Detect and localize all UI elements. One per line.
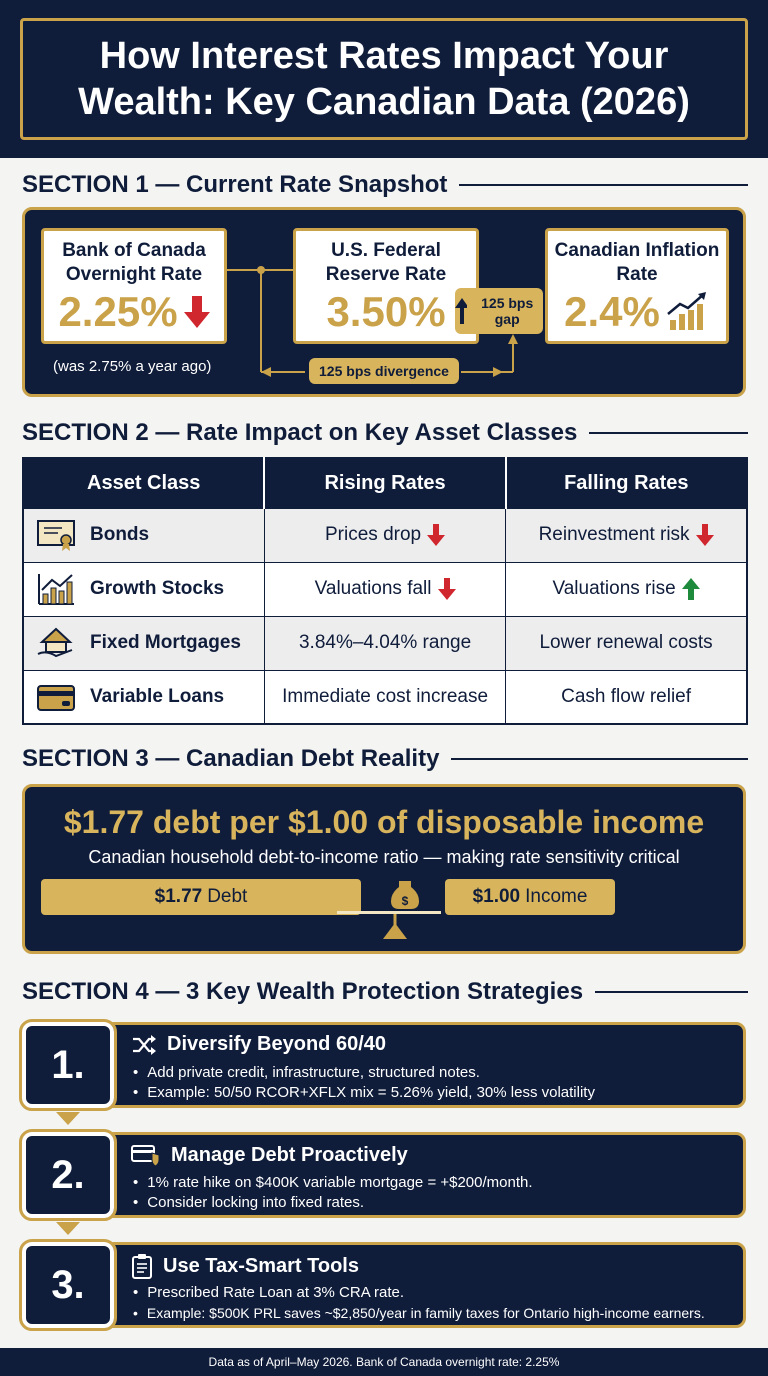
credit-card-icon xyxy=(36,680,76,714)
house-icon xyxy=(36,626,76,660)
col-header-rising: Rising Rates xyxy=(264,458,505,508)
flow-arrow xyxy=(56,1222,80,1235)
strategy-card-2 xyxy=(22,1132,746,1218)
asset-name: Growth Stocks xyxy=(90,578,225,599)
strategy-title: Use Tax-Smart Tools xyxy=(163,1254,359,1277)
gap-tag: 125 bps gap xyxy=(455,288,543,334)
strategy-card-1 xyxy=(22,1022,746,1108)
asset-impact-table xyxy=(22,457,748,725)
debt-subline: Canadian household debt-to-income ratio — making rate sensitivity critical xyxy=(88,847,680,867)
asset-name: Fixed Mortgages xyxy=(90,632,241,653)
bar-chart-up-icon xyxy=(666,292,710,332)
inflation-rate-card: Canadian Inflation Rate 2.4% xyxy=(545,228,729,344)
debt-headline: $1.77 debt per $1.00 of disposable income xyxy=(63,804,705,840)
asset-name: Bonds xyxy=(90,524,150,545)
fed-rate-value: 3.50% xyxy=(326,288,446,335)
strategy-points: • Prescribed Rate Loan at 3% CRA rate. • Example: $500K PRL saves ~$2,850/year in family taxes for Ontario high-income earners. xyxy=(133,1283,705,1323)
strategy-points: • Add private credit, infrastructure, structured notes. • Example: 50/50 RCOR+XFLX mix = 5.26% yield, 30% less volatility xyxy=(133,1063,595,1103)
previous-rate-note: (was 2.75% a year ago) xyxy=(53,358,212,375)
fed-rate-card: U.S. Federal Reserve Rate 3.50% xyxy=(293,228,479,344)
footer-note: Data as of April–May 2026. Bank of Canada overnight rate: 2.25% xyxy=(0,1348,768,1376)
svg-text:$: $ xyxy=(401,894,409,908)
section4-heading: SECTION 4 — 3 Key Wealth Protection Strategies xyxy=(22,976,748,1008)
header-banner xyxy=(0,0,768,158)
strategy-title: Manage Debt Proactively xyxy=(171,1143,408,1166)
arrow-down-icon xyxy=(696,524,714,546)
page-title: How Interest Rates Impact Your Wealth: Key Canadian Data (2026) xyxy=(78,35,690,123)
strategy-number: 1. xyxy=(22,1022,114,1108)
clipboard-icon xyxy=(131,1253,153,1279)
balance-scale-icon xyxy=(335,873,445,943)
chart-icon xyxy=(36,572,76,606)
inflation-rate-value: 2.4% xyxy=(564,288,660,335)
divergence-pill: 125 bps divergence xyxy=(309,358,459,384)
strategy-number: 2. xyxy=(22,1132,114,1218)
boc-rate-card: Bank of Canada Overnight Rate 2.25% xyxy=(41,228,227,344)
col-header-falling: Falling Rates xyxy=(506,458,747,508)
table-row: Variable Loans Immediate cost increase Cash flow relief xyxy=(23,670,747,724)
header-frame xyxy=(20,18,748,140)
arrow-down-icon xyxy=(184,296,210,328)
section2-heading: SECTION 2 — Rate Impact on Key Asset Classes xyxy=(22,417,748,449)
table-row: Fixed Mortgages 3.84%–4.04% range Lower renewal costs xyxy=(23,616,747,670)
strategy-points: • 1% rate hike on $400K variable mortgage = +$200/month. • Consider locking into fixed rates. xyxy=(133,1173,533,1213)
strategy-card-3 xyxy=(22,1242,746,1328)
rate-snapshot-panel xyxy=(22,207,746,397)
col-header-asset: Asset Class xyxy=(23,458,264,508)
strategy-number: 3. xyxy=(22,1242,114,1328)
strategy-title: Diversify Beyond 60/40 xyxy=(167,1033,386,1055)
income-bar: $1.00 Income xyxy=(445,879,615,915)
debt-reality-panel xyxy=(22,784,746,954)
arrow-up-icon xyxy=(455,298,467,324)
certificate-icon xyxy=(36,518,76,552)
arrow-down-icon xyxy=(438,578,456,600)
asset-name: Variable Loans xyxy=(90,685,225,707)
table-row: Bonds Prices drop Reinvestment risk xyxy=(23,508,747,562)
card-shield-icon xyxy=(131,1143,161,1167)
table-row: Growth Stocks Valuations fall Valuations rise xyxy=(23,562,747,616)
section1-heading: SECTION 1 — Current Rate Snapshot xyxy=(22,169,748,201)
section3-heading: SECTION 3 — Canadian Debt Reality xyxy=(22,743,748,775)
debt-bar: $1.77 Debt xyxy=(41,879,361,915)
flow-arrow xyxy=(56,1112,80,1125)
shuffle-icon xyxy=(131,1034,157,1056)
boc-rate-value: 2.25% xyxy=(58,288,178,335)
arrow-down-icon xyxy=(427,524,445,546)
arrow-up-icon xyxy=(682,578,700,600)
